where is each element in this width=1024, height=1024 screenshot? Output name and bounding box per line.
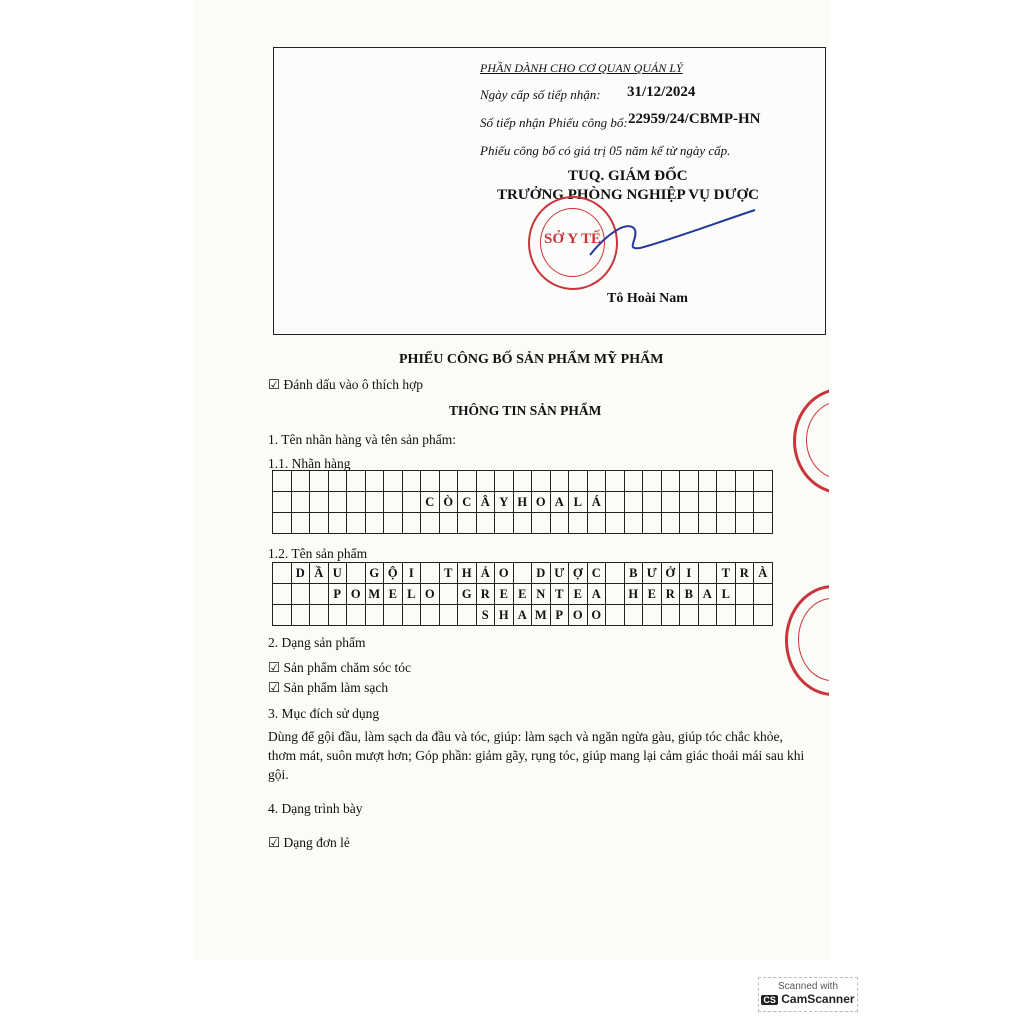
grid-cell: E — [569, 584, 588, 605]
grid-cell — [717, 471, 736, 492]
grid-cell — [439, 471, 458, 492]
grid-cell — [421, 605, 440, 626]
grid-cell — [550, 471, 569, 492]
grid-cell: Â — [476, 492, 495, 513]
question-1-1: 1.1. Nhãn hàng — [268, 456, 351, 471]
grid-cell: I — [680, 563, 699, 584]
grid-cell — [606, 563, 625, 584]
grid-cell — [458, 513, 477, 534]
grid-cell — [273, 492, 292, 513]
grid-cell: A — [550, 492, 569, 513]
grid-cell: E — [513, 584, 532, 605]
grid-cell: A — [513, 605, 532, 626]
grid-cell: D — [291, 563, 310, 584]
grid-cell — [421, 471, 440, 492]
grid-cell — [458, 605, 477, 626]
grid-cell: H — [458, 563, 477, 584]
grid-cell — [698, 563, 717, 584]
grid-cell: U — [328, 563, 347, 584]
grid-cell — [291, 492, 310, 513]
grid-cell: T — [550, 584, 569, 605]
question-3: 3. Mục đích sử dụng — [268, 706, 380, 721]
form-title: PHIẾU CÔNG BỐ SẢN PHẨM MỸ PHẨM — [399, 352, 664, 367]
grid-cell — [291, 584, 310, 605]
grid-cell: A — [698, 584, 717, 605]
checkbox-icon: ☑ — [268, 680, 281, 695]
grid-cell: Ư — [550, 563, 569, 584]
grid-cell — [643, 492, 662, 513]
grid-row — [273, 513, 773, 534]
grid-cell — [513, 513, 532, 534]
question-2: 2. Dạng sản phẩm — [268, 635, 366, 650]
grid-cell — [328, 492, 347, 513]
stamp-center-text: SỞ Y TẾ — [544, 231, 601, 247]
grid-cell: L — [569, 492, 588, 513]
right-edge-stamp-2 — [785, 585, 829, 696]
grid-cell — [310, 513, 329, 534]
grid-cell: Y — [495, 492, 514, 513]
grid-cell — [310, 471, 329, 492]
grid-cell — [273, 513, 292, 534]
instruction — [268, 377, 423, 393]
grid-cell — [587, 471, 606, 492]
grid-cell — [347, 605, 366, 626]
question-1: 1. Tên nhãn hàng và tên sản phẩm: — [268, 432, 456, 447]
grid-cell: Ư — [643, 563, 662, 584]
grid-cell — [680, 492, 699, 513]
grid-cell — [328, 605, 347, 626]
grid-cell — [328, 513, 347, 534]
grid-cell — [587, 513, 606, 534]
grid-cell — [661, 471, 680, 492]
grid-cell — [754, 513, 773, 534]
presentation-label: Dạng đơn lẻ — [283, 835, 350, 850]
grid-cell — [624, 492, 643, 513]
grid-cell — [310, 492, 329, 513]
grid-cell — [643, 513, 662, 534]
grid-cell: O — [569, 605, 588, 626]
signer-name: Tô Hoài Nam — [607, 291, 688, 306]
grid-cell — [606, 471, 625, 492]
purpose-line-1: Dùng để gội đầu, làm sạch da đầu và tóc, giúp: làm sạch và ngăn ngừa gàu, giúp tóc chắc khỏe, — [268, 729, 783, 744]
signer-title-1: TUQ. GIÁM ĐỐC — [568, 168, 688, 184]
grid-cell — [384, 605, 403, 626]
grid-cell — [606, 605, 625, 626]
grid-cell — [421, 513, 440, 534]
grid-cell — [476, 513, 495, 534]
grid-cell — [365, 492, 384, 513]
grid-cell — [291, 513, 310, 534]
grid-cell: L — [402, 584, 421, 605]
grid-cell — [550, 513, 569, 534]
grid-cell — [384, 492, 403, 513]
grid-cell: O — [532, 492, 551, 513]
grid-cell: P — [550, 605, 569, 626]
grid-cell — [513, 563, 532, 584]
purpose-line-2: thơm mát, suôn mượt hơn; Góp phần: giảm gãy, rụng tóc, giúp mang lại cảm giác thoải mái sau khi — [268, 748, 805, 763]
grid-cell — [698, 471, 717, 492]
type-option-1 — [268, 660, 411, 676]
grid-cell: G — [365, 563, 384, 584]
grid-cell: P — [328, 584, 347, 605]
grid-cell — [402, 513, 421, 534]
grid-cell: Ợ — [569, 563, 588, 584]
grid-cell — [310, 605, 329, 626]
grid-cell — [402, 471, 421, 492]
grid-cell — [680, 605, 699, 626]
grid-cell — [365, 605, 384, 626]
grid-row — [273, 605, 773, 626]
grid-cell — [680, 471, 699, 492]
grid-cell: À — [754, 563, 773, 584]
grid-cell — [661, 513, 680, 534]
grid-cell — [347, 563, 366, 584]
grid-cell — [384, 471, 403, 492]
question-4: 4. Dạng trình bày — [268, 801, 363, 816]
grid-cell — [680, 513, 699, 534]
grid-cell: R — [661, 584, 680, 605]
grid-cell: M — [365, 584, 384, 605]
grid-cell — [698, 513, 717, 534]
grid-cell — [532, 471, 551, 492]
grid-cell — [735, 605, 754, 626]
grid-cell: S — [476, 605, 495, 626]
grid-cell: Ò — [439, 492, 458, 513]
grid-cell — [698, 605, 717, 626]
grid-cell — [717, 492, 736, 513]
grid-cell — [624, 471, 643, 492]
grid-cell — [661, 492, 680, 513]
grid-cell — [365, 513, 384, 534]
grid-cell — [735, 513, 754, 534]
grid-cell: C — [421, 492, 440, 513]
grid-cell: D — [532, 563, 551, 584]
type-1-label: Sản phẩm chăm sóc tóc — [283, 660, 411, 675]
presentation-option — [268, 835, 350, 851]
grid-cell — [735, 492, 754, 513]
grid-cell — [754, 492, 773, 513]
purpose-line-3: gội. — [268, 767, 289, 782]
grid-cell: O — [347, 584, 366, 605]
grid-cell: C — [458, 492, 477, 513]
grid-cell — [310, 584, 329, 605]
grid-cell: E — [495, 584, 514, 605]
type-option-2 — [268, 680, 388, 696]
grid-cell — [421, 563, 440, 584]
grid-cell — [495, 513, 514, 534]
grid-cell — [754, 584, 773, 605]
brand-grid — [272, 470, 773, 534]
grid-cell — [754, 605, 773, 626]
number-value: 22959/24/CBMP-HN — [628, 111, 761, 127]
grid-cell: Ầ — [310, 563, 329, 584]
grid-cell: H — [513, 492, 532, 513]
product-name-grid — [272, 562, 773, 626]
grid-cell — [735, 584, 754, 605]
question-1-2: 1.2. Tên sản phẩm — [268, 546, 368, 561]
grid-cell: B — [624, 563, 643, 584]
grid-cell — [754, 471, 773, 492]
checkbox-icon: ☑ — [268, 377, 281, 392]
grid-cell — [328, 471, 347, 492]
grid-cell: I — [402, 563, 421, 584]
grid-cell — [439, 584, 458, 605]
grid-cell — [569, 471, 588, 492]
grid-cell: Ở — [661, 563, 680, 584]
grid-cell — [606, 584, 625, 605]
grid-cell — [273, 471, 292, 492]
grid-cell: Á — [587, 492, 606, 513]
grid-cell — [384, 513, 403, 534]
camscanner-watermark — [758, 977, 858, 1012]
grid-cell — [624, 513, 643, 534]
grid-cell — [513, 471, 532, 492]
signer-title-2: TRƯỞNG PHÒNG NGHIỆP VỤ DƯỢC — [497, 187, 759, 203]
grid-cell — [569, 513, 588, 534]
grid-cell: G — [458, 584, 477, 605]
grid-cell — [661, 605, 680, 626]
grid-cell — [347, 492, 366, 513]
grid-cell: O — [421, 584, 440, 605]
validity-text: Phiếu công bố có giá trị 05 năm kể từ ngày cấp. — [480, 143, 731, 158]
grid-cell: R — [735, 563, 754, 584]
grid-cell — [735, 471, 754, 492]
grid-cell — [606, 513, 625, 534]
watermark-text: Scanned with — [777, 981, 839, 992]
grid-cell: C — [587, 563, 606, 584]
grid-cell: M — [532, 605, 551, 626]
grid-cell — [606, 492, 625, 513]
grid-cell: A — [587, 584, 606, 605]
grid-cell — [458, 471, 477, 492]
grid-cell — [532, 513, 551, 534]
grid-cell — [347, 513, 366, 534]
grid-cell — [717, 513, 736, 534]
right-edge-stamp-1 — [793, 388, 829, 494]
grid-row — [273, 471, 773, 492]
date-value: 31/12/2024 — [627, 84, 696, 100]
grid-cell: Ả — [476, 563, 495, 584]
signature — [580, 200, 760, 260]
instruction-text: Đánh dấu vào ô thích hợp — [283, 377, 423, 392]
grid-row — [273, 584, 773, 605]
grid-cell — [273, 605, 292, 626]
grid-cell: H — [624, 584, 643, 605]
grid-cell — [402, 605, 421, 626]
grid-cell: B — [680, 584, 699, 605]
grid-cell: T — [717, 563, 736, 584]
grid-cell — [273, 563, 292, 584]
grid-cell — [402, 492, 421, 513]
grid-cell: N — [532, 584, 551, 605]
number-label: Số tiếp nhận Phiếu công bố: — [480, 115, 628, 130]
date-label: Ngày cấp số tiếp nhận: — [480, 87, 601, 102]
grid-cell: T — [439, 563, 458, 584]
grid-cell: E — [643, 584, 662, 605]
grid-cell: E — [384, 584, 403, 605]
grid-cell — [347, 471, 366, 492]
grid-cell: L — [717, 584, 736, 605]
checkbox-icon: ☑ — [268, 660, 281, 675]
grid-cell: O — [495, 563, 514, 584]
grid-row — [273, 492, 773, 513]
grid-cell — [291, 471, 310, 492]
grid-cell — [624, 605, 643, 626]
grid-cell — [365, 471, 384, 492]
grid-cell: Ộ — [384, 563, 403, 584]
grid-cell — [439, 605, 458, 626]
grid-cell — [439, 513, 458, 534]
type-2-label: Sản phẩm làm sạch — [283, 680, 389, 695]
grid-cell — [717, 605, 736, 626]
section-title: THÔNG TIN SẢN PHẨM — [449, 403, 602, 418]
grid-cell — [643, 471, 662, 492]
grid-cell: O — [587, 605, 606, 626]
camscanner-brand: CamScanner — [781, 992, 855, 1006]
grid-cell: H — [495, 605, 514, 626]
checkbox-icon: ☑ — [268, 835, 281, 850]
grid-cell — [643, 605, 662, 626]
grid-row — [273, 563, 773, 584]
grid-cell — [273, 584, 292, 605]
grid-cell — [291, 605, 310, 626]
camscanner-logo-icon: CS — [763, 995, 776, 1005]
grid-cell — [495, 471, 514, 492]
grid-cell: R — [476, 584, 495, 605]
admin-heading: PHẦN DÀNH CHO CƠ QUAN QUẢN LÝ — [480, 61, 683, 75]
grid-cell — [476, 471, 495, 492]
grid-cell — [698, 492, 717, 513]
